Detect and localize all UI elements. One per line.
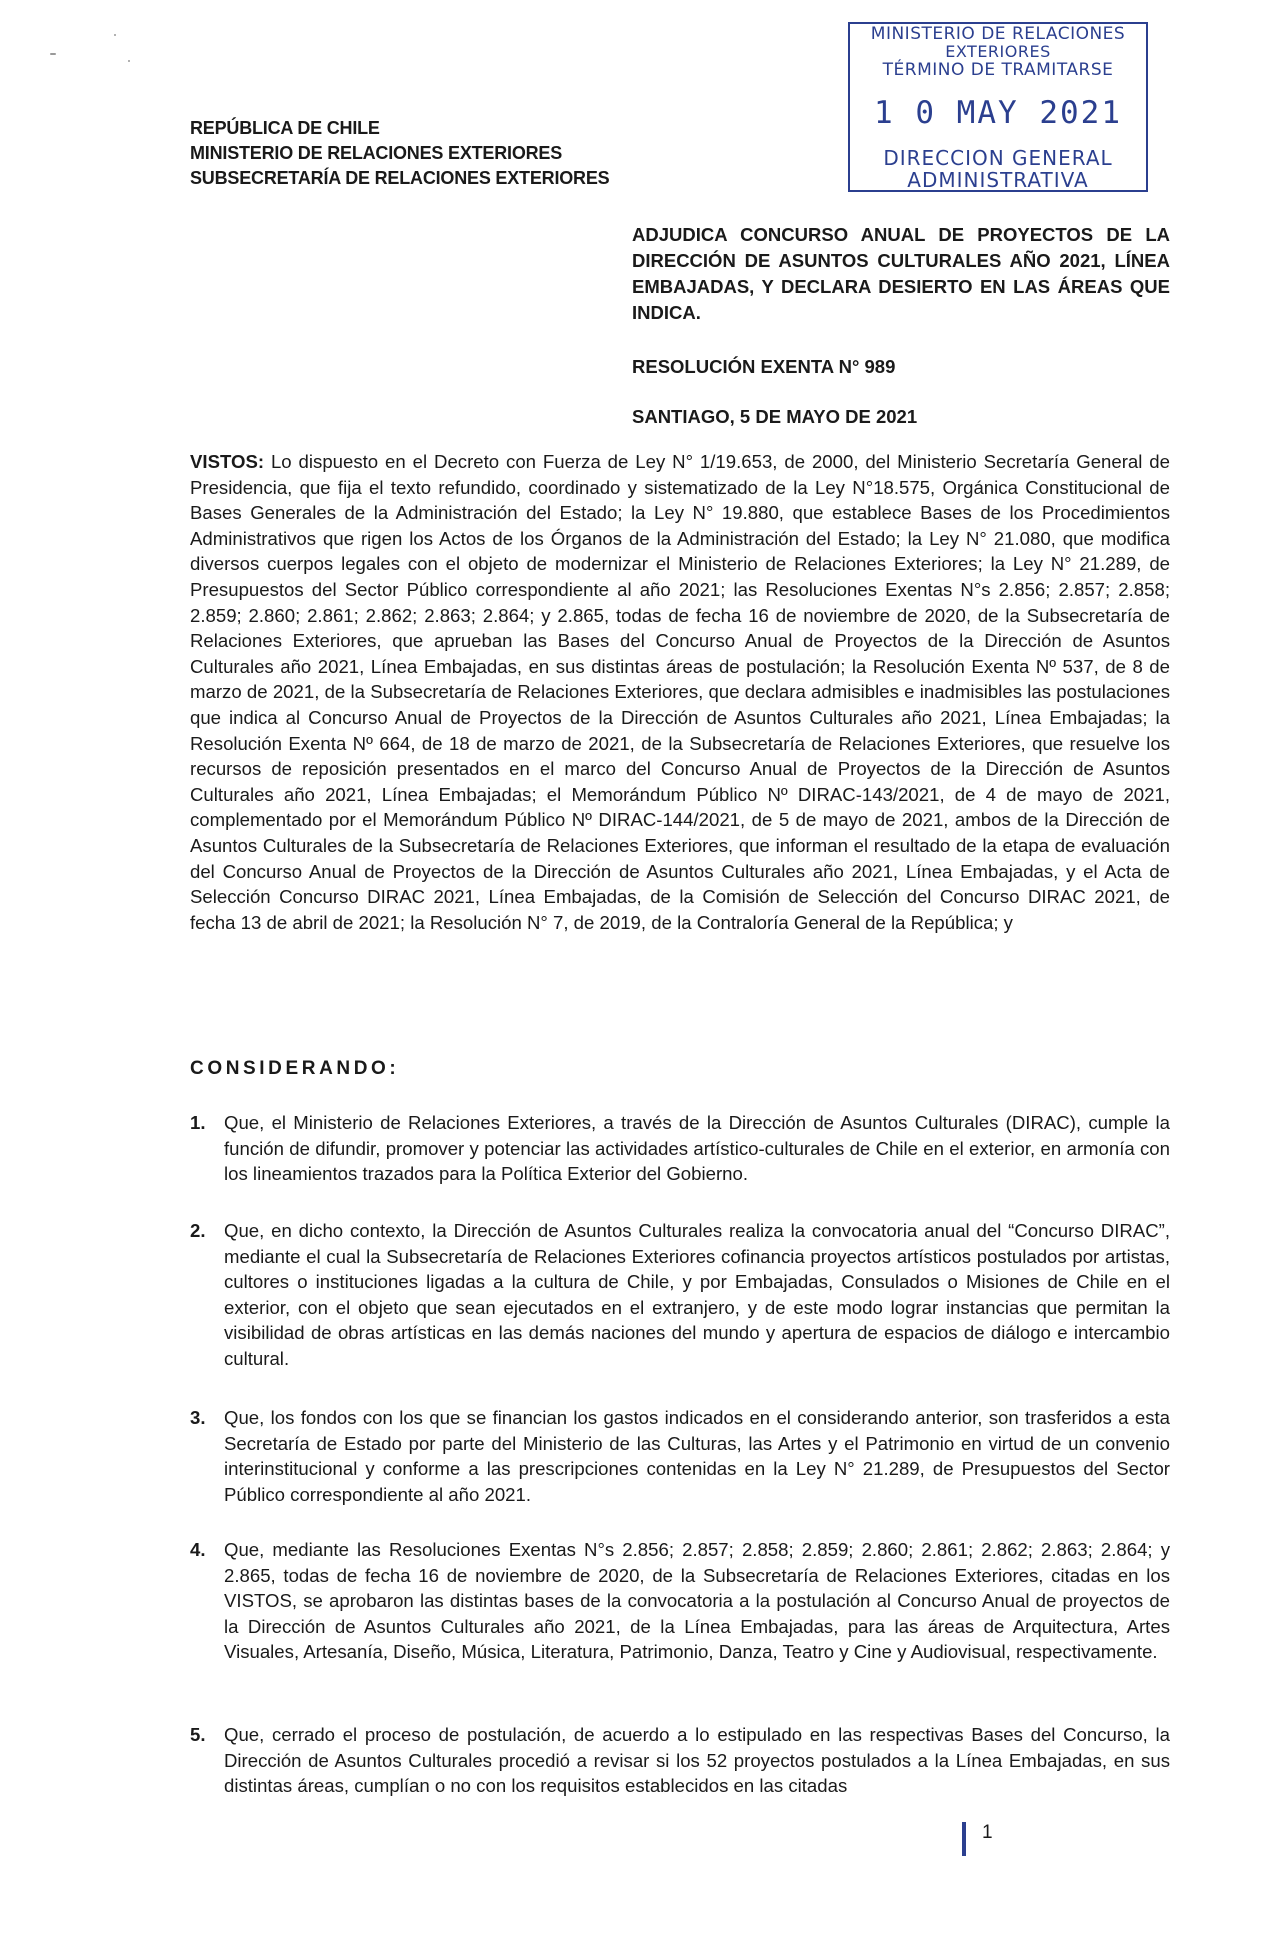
stamp-line: ADMINISTRATIVA bbox=[907, 168, 1089, 192]
stamp-line: EXTERIORES bbox=[945, 42, 1051, 61]
considerando-item bbox=[190, 1405, 1170, 1507]
vistos-paragraph bbox=[190, 449, 1170, 935]
considerando-item bbox=[190, 1218, 1170, 1372]
page-footer bbox=[962, 1820, 1022, 1860]
considerando-item bbox=[190, 1722, 1170, 1799]
considerando-item bbox=[190, 1537, 1170, 1665]
page-marker-bar bbox=[962, 1822, 966, 1856]
item-number: 3. bbox=[190, 1407, 206, 1428]
vistos-label: VISTOS: bbox=[190, 451, 265, 472]
considerando-item bbox=[190, 1110, 1170, 1187]
stamp-line: MINISTERIO DE RELACIONES bbox=[870, 24, 1126, 44]
letterhead-country: REPÚBLICA DE CHILE bbox=[190, 118, 380, 138]
letterhead bbox=[190, 116, 609, 191]
stamp-line: TÉRMINO DE TRAMITARSE bbox=[882, 60, 1114, 80]
considerando-heading: CONSIDERANDO: bbox=[190, 1058, 400, 1079]
stamp-line: DIRECCION GENERAL bbox=[883, 146, 1113, 170]
vistos-text: Lo dispuesto en el Decreto con Fuerza de Ley N° 1/19.653, de 2000, del Ministerio Secretaría General de Presidencia, que fija el texto refundido, coordinado y sistematizado de la Ley N°18.575, Orgánica Constitucional de Bases Generales de la Administración del Estado; la Ley N° 19.880, que establece Bases de los Procedimientos Administrativos que rigen los Actos de los Órganos de la Administración del Estado; la Ley N° 21.080, que modifica diversos cuerpos legales con el objeto de modernizar el Ministerio de Relaciones Exteriores; la Ley N° 21.289, de Presupuestos del Sector Público correspondiente al año 2021; las Resoluciones Exentas N°s 2.856; 2.857; 2.858; 2.859; 2.860; 2.861; 2.862; 2.863; 2.864; y 2.865, todas de fecha 16 de noviembre de 2020, de la Subsecretaría de Relaciones Exteriores, que aprueban las Bases del Concurso Anual de Proyectos de la Dirección de Asuntos Culturales año 2021, Línea Embajadas, en sus distintas áreas de postulación; la Resolución Exenta Nº 537, de 8 de marzo de 2021, de la Subsecretaría de Relaciones Exteriores, que declara admisibles e inadmisibles las postulaciones que indica al Concurso Anual de Proyectos de la Dirección de Asuntos Culturales año 2021, Línea Embajadas; la Resolución Exenta Nº 664, de 18 de marzo de 2021, de la Subsecretaría de Relaciones Exteriores, que resuelve los recursos de reposición presentados en el marco del Concurso Anual de Proyectos de la Dirección de Asuntos Culturales año 2021, Línea Embajadas; el Memorándum Público Nº DIRAC-143/2021, de 4 de mayo de 2021, complementado por el Memorándum Público Nº DIRAC-144/2021, de 5 de mayo de 2021, ambos de la Dirección de Asuntos Culturales de la Subsecretaría de Relaciones Exteriores, que informan el resultado de la etapa de evaluación del Concurso Anual de Proyectos de la Dirección de Asuntos Culturales año 2021, Línea Embajadas, y el Acta de Selección Concurso DIRAC 2021, Línea Embajadas, de la Comisión de Selección del Concurso DIRAC 2021, de fecha 13 de abril de 2021; la Resolución N° 7, de 2019, de la Contraloría General de la República; y bbox=[190, 451, 1170, 933]
item-number: 5. bbox=[190, 1724, 206, 1745]
item-text: Que, el Ministerio de Relaciones Exteriores, a través de la Dirección de Asuntos Culturales (DIRAC), cumple la función de difundir, promover y potenciar las actividades artístico-culturales de Chile en el exterior, en armonía con los lineamientos trazados para la Política Exterior del Gobierno. bbox=[224, 1112, 1170, 1185]
item-text: Que, los fondos con los que se financian los gastos indicados en el considerando anterior, son trasferidos a esta Secretaría de Estado por parte del Ministerio de las Culturas, las Artes y el Patrimonio en virtud de un convenio interinstitucional y conforme a las prescripciones contenidas en la Ley N° 21.289, de Presupuestos del Sector Público correspondiente al año 2021. bbox=[224, 1407, 1170, 1505]
stamp-date: 1 0 MAY 2021 bbox=[874, 95, 1122, 131]
reception-stamp bbox=[848, 22, 1148, 192]
scan-speck bbox=[114, 34, 116, 36]
scan-speck bbox=[50, 53, 56, 55]
page-number: 1 bbox=[982, 1822, 993, 1843]
item-number: 2. bbox=[190, 1220, 206, 1241]
resolution-subject: ADJUDICA CONCURSO ANUAL DE PROYECTOS DE LA DIRECCIÓN DE ASUNTOS CULTURALES AÑO 2021, LÍNEA EMBAJADAS, Y DECLARA DESIERTO EN LAS ÁREAS QUE INDICA. bbox=[632, 224, 1170, 323]
item-number: 1. bbox=[190, 1112, 206, 1133]
scan-speck bbox=[128, 60, 130, 62]
item-text: Que, mediante las Resoluciones Exentas N°s 2.856; 2.857; 2.858; 2.859; 2.860; 2.861; 2.862; 2.863; 2.864; y 2.865, todas de fecha 16 de noviembre de 2020, de la Subsecretaría de Relaciones Exteriores, citadas en los VISTOS, se aprobaron las distintas bases de la convocatoria a la postulación al Concurso Anual de proyectos de la Dirección de Asuntos Culturales año 2021, de la Línea Embajadas, para las áreas de Arquitectura, Artes Visuales, Artesanía, Diseño, Música, Literatura, Patrimonio, Danza, Teatro y Cine y Audiovisual, respectivamente. bbox=[224, 1539, 1170, 1663]
resolution-number: RESOLUCIÓN EXENTA N° 989 bbox=[632, 356, 896, 377]
resolution-date: SANTIAGO, 5 DE MAYO DE 2021 bbox=[632, 406, 918, 427]
item-text: Que, en dicho contexto, la Dirección de Asuntos Culturales realiza la convocatoria anual del “Concurso DIRAC”, mediante el cual la Subsecretaría de Relaciones Exteriores cofinancia proyectos artísticos postulados por artistas, cultores o instituciones ligadas a la cultura de Chile, y por Embajadas, Consulados o Misiones de Chile en el exterior, con el objeto que sean ejecutados en el extranjero, y de este modo lograr instancias que permitan la visibilidad de obras artísticas en las demás naciones del mundo y apertura de espacios de diálogo e intercambio cultural. bbox=[224, 1220, 1170, 1369]
item-text: Que, cerrado el proceso de postulación, de acuerdo a lo estipulado en las respectivas Bases del Concurso, la Dirección de Asuntos Culturales procedió a revisar si los 52 proyectos postulados a la Línea Embajadas, en sus distintas áreas, cumplían o no con los requisitos establecidos en las citadas bbox=[224, 1724, 1170, 1797]
letterhead-subsecretariat: SUBSECRETARÍA DE RELACIONES EXTERIORES bbox=[190, 168, 610, 188]
letterhead-ministry: MINISTERIO DE RELACIONES EXTERIORES bbox=[190, 143, 563, 163]
item-number: 4. bbox=[190, 1539, 206, 1560]
